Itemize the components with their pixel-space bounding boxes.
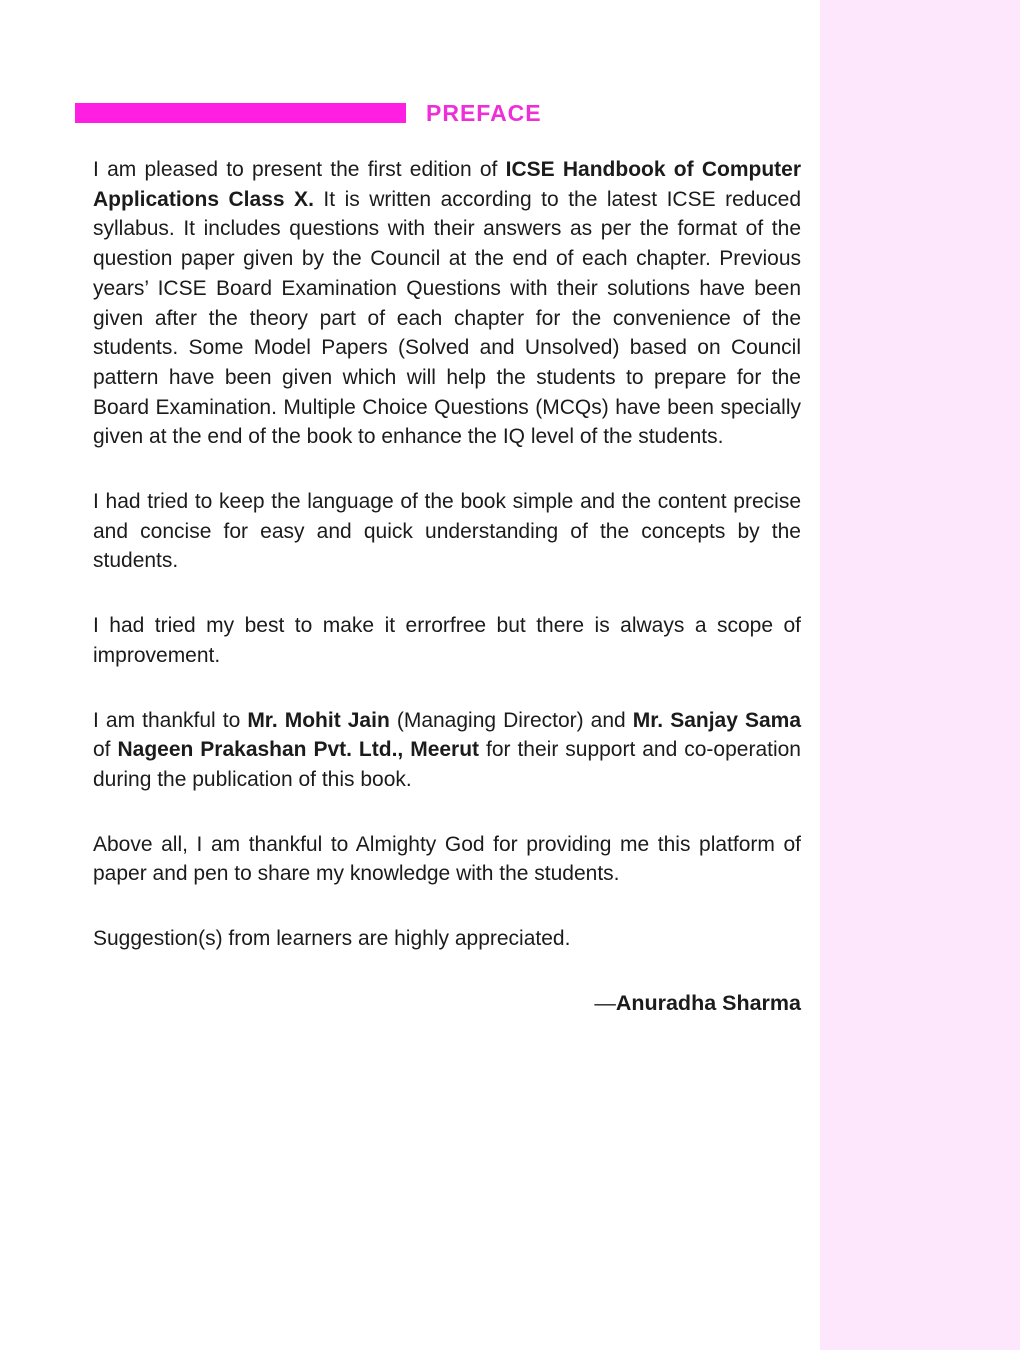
bold-text: Anuradha Sharma	[615, 990, 801, 1015]
page-title: PREFACE	[426, 100, 542, 126]
text: I am thankful to	[93, 708, 248, 732]
bold-text: Mr. Mohit Jain	[247, 708, 390, 732]
paragraph	[93, 487, 801, 576]
text: I am pleased to present the first edition of	[93, 158, 506, 181]
text: (Managing Director) and	[389, 708, 633, 732]
text: of	[93, 738, 118, 762]
bold-text: Mr. Sanjay Sama	[632, 708, 801, 732]
bold-text: Nageen Prakashan Pvt. Ltd., Meerut	[117, 738, 480, 762]
preface-header	[75, 100, 542, 126]
text: I had tried my best to make it errorfree but there is always a scope of improvement.	[93, 614, 801, 667]
side-band	[820, 0, 1020, 1350]
paragraph	[93, 924, 801, 954]
paragraph	[93, 155, 801, 452]
text: Above all, I am thankful to Almighty God for providing me this platform of paper and pen to share my knowledge with the students.	[93, 832, 801, 886]
signature	[93, 989, 801, 1019]
text: —	[594, 990, 616, 1015]
bold-text: ICSE Handbook of Computer Applications Class X.	[93, 158, 801, 211]
paragraph	[93, 830, 801, 889]
text: It is written according to the latest ICSE reduced syllabus. It includes questions with their answers as per the format of the question paper given by the Council at the end of each chapter. Previous years’ ICSE Board Examination Questions with their solutions have been given after the theory part of each chapter for the convenience of the students. Some Model Papers (Solved and Unsolved) based on Council pattern have been given which will help the students to prepare for the Board Examination. Multiple Choice Questions (MCQs) have been specially given at the end of the book to enhance the IQ level of the students.	[93, 187, 801, 449]
paragraph	[93, 706, 801, 795]
preface-header-bar	[75, 103, 406, 123]
text: for their support and co-operation during the publication of this book.	[93, 738, 801, 791]
paragraph	[93, 611, 801, 670]
preface-body	[93, 155, 801, 1053]
text: Suggestion(s) from learners are highly appreciated.	[93, 927, 571, 951]
text: I had tried to keep the language of the book simple and the content precise and concise for easy and quick understanding of the concepts by the students.	[93, 490, 801, 573]
